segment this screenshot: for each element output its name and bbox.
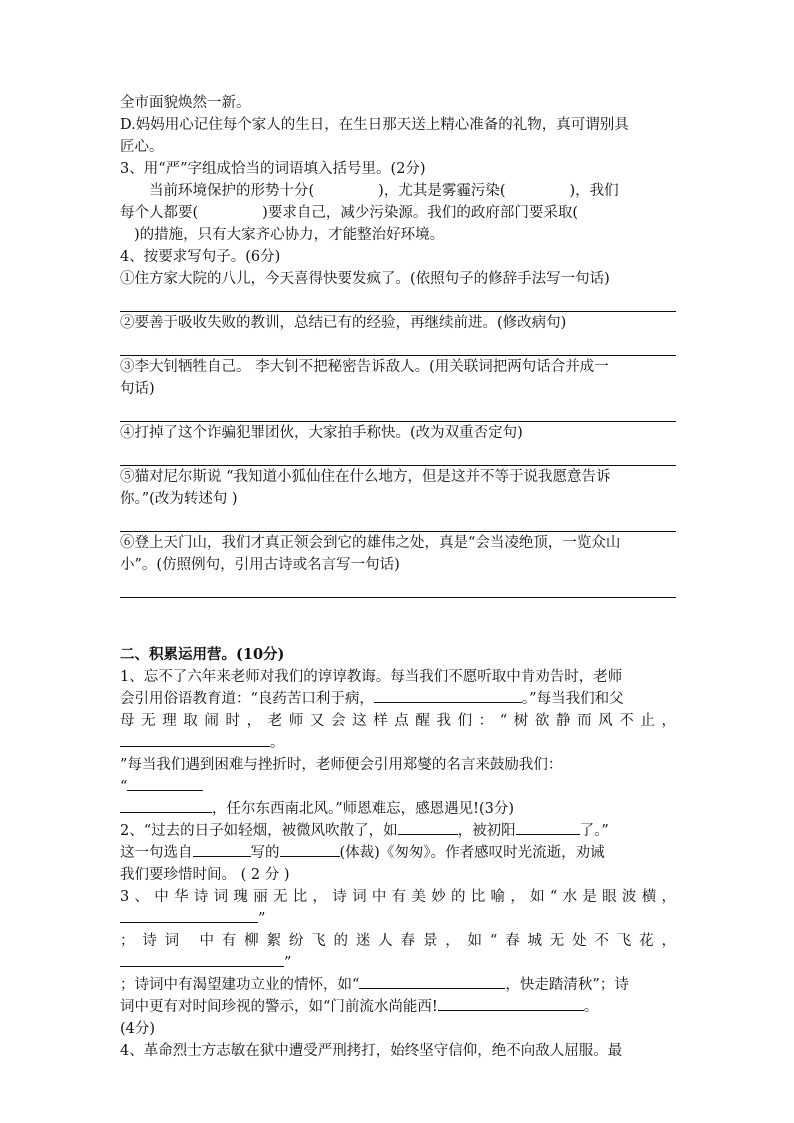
answer-line-1[interactable]: [120, 290, 676, 312]
text: 。: [583, 999, 599, 1015]
text: 。”每当我们和父: [521, 691, 624, 707]
item-3-line-f: [120, 996, 676, 1018]
blank[interactable]: [120, 732, 270, 747]
text: “: [120, 779, 128, 795]
sentence-1: ①住方家大院的八儿，今天喜得快要发疯了。(依照句子的修辞手法写一句话): [120, 271, 610, 287]
blank[interactable]: [193, 842, 251, 857]
option-d-cont: 匠心。: [120, 139, 164, 155]
question-3-line-a: [120, 180, 676, 202]
answer-line-6[interactable]: [120, 576, 676, 598]
question-3-title: 3、用“严”字组成恰当的词语填入括号里。(2分): [120, 161, 426, 177]
section-2-title: 二、积累运用营。(10分): [120, 646, 285, 663]
question-4-title: 4、按要求写句子。(6分): [120, 249, 281, 265]
item-3-line-g: (4分): [120, 1021, 156, 1037]
answer-line-3[interactable]: [120, 400, 676, 422]
blank[interactable]: [120, 952, 284, 967]
text: ，被初阳: [457, 823, 516, 839]
answer-line-5[interactable]: [120, 510, 676, 532]
item-1-line-d: [120, 732, 676, 754]
text: 会引用俗语教育道：“良药苦口利于病，: [120, 691, 374, 707]
text: ，任尔东西南北风。”师恩难忘，感恩遇见!(3分): [212, 801, 515, 817]
item-3-line-d: [120, 952, 676, 974]
question-3-line-b: [120, 202, 676, 224]
answer-line-2[interactable]: [120, 334, 676, 356]
sentence-2: ②要善于吸收失败的教训，总结已有的经验，再继续前进。(修改病句): [120, 315, 567, 331]
text: 这一句选自: [120, 845, 193, 861]
text: 词中更有对时间珍视的警示，如“门前流水尚能西!: [120, 999, 438, 1015]
text: 。: [270, 735, 285, 751]
text: 2、“过去的日子如轻烟，被微风吹散了，如: [120, 823, 398, 839]
sentence-4: ④打掉了这个诈骗犯罪团伙，大家拍手称快。(改为双重否定句): [120, 425, 523, 441]
question-3-line-c: [120, 224, 676, 246]
text: ”: [284, 955, 292, 971]
item-1-line-b: [120, 688, 676, 710]
blank[interactable]: [374, 688, 522, 703]
blank[interactable]: [516, 820, 580, 835]
text: ”: [258, 911, 266, 927]
text: )的措施，只有大家齐心协力，才能整治好环境。: [134, 227, 445, 243]
item-1-line-a: 1、忘不了六年来老师对我们的谆谆教诲。每当我们不愿听取中肯劝告时，老师: [120, 669, 623, 685]
section-gap: [120, 598, 676, 644]
text: 每个人都要(: [120, 205, 199, 221]
item-3-line-e: [120, 974, 676, 996]
blank[interactable]: [280, 842, 340, 857]
blank[interactable]: [120, 798, 212, 813]
sentence-3b: 句话): [120, 381, 155, 397]
exam-page: [120, 92, 676, 1062]
item-4-line-a: 4、革命烈士方志敏在狱中遭受严刑拷打，始终坚守信仰，绝不向敌人屈服。最: [120, 1043, 623, 1059]
line-1: 全市面貌焕然一新。: [120, 95, 251, 111]
blank[interactable]: [398, 820, 458, 835]
sentence-5a: ⑤猫对尼尔斯说 “我知道小狐仙住在什么地方，但是这并不等于说我愿意告诉: [120, 469, 611, 485]
sentence-5b: 你。”(改为转述句 ): [120, 491, 238, 507]
blank[interactable]: [127, 776, 203, 791]
item-3-line-b: [120, 908, 676, 930]
item-2-line-c: 我们要珍惜时间。 ( 2 分 ): [120, 867, 290, 883]
item-3-line-c: ；诗词 中有柳絮纷飞的迷人春景，如“春城无处不飞花，: [120, 933, 676, 949]
text: )，我们: [569, 183, 619, 199]
item-2-line-a: [120, 820, 676, 842]
text: 当前环境保护的形势十分(: [149, 183, 315, 199]
sentence-3a: ③李大钊牺牲自己。 李大钊不把秘密告诉敌人。(用关联词把两句话合并成一: [120, 359, 609, 375]
item-3-line-a: 3、中华诗词瑰丽无比，诗词中有美妙的比喻，如“水是眼波横，: [120, 889, 676, 905]
sentence-6b: 小”。(仿照例句，引用古诗或名言写一句话): [120, 557, 400, 573]
item-1-line-e: ”每当我们遇到困难与挫折时，老师便会引用郑燮的名言来鼓励我们：: [120, 757, 563, 773]
text: 写的: [250, 845, 280, 861]
answer-line-4[interactable]: [120, 444, 676, 466]
sentence-6a: ⑥登上天门山，我们才真正领会到它的雄伟之处，真是“会当凌绝顶，一览众山: [120, 535, 621, 551]
blank[interactable]: [438, 996, 584, 1011]
text: )，尤其是雾霾污染(: [378, 183, 506, 199]
text: )要求自己，减少污染源。我们的政府部门要采取(: [262, 205, 578, 221]
blank[interactable]: [359, 974, 505, 989]
blank[interactable]: [120, 908, 258, 923]
text: ，快走踏清秋”；诗: [505, 977, 629, 993]
item-1-line-f: [120, 776, 676, 798]
item-2-line-b: [120, 842, 676, 864]
item-1-line-c: 母无理取闹时，老师又会这样点醒我们：“树欲静而风不止，: [120, 713, 676, 729]
text: (体裁)《匆匆》。作者感叹时光流逝，劝诫: [339, 845, 605, 861]
text: ；诗词中有渴望建功立业的情怀，如“: [120, 977, 360, 993]
item-1-line-g: [120, 798, 676, 820]
text: 了。”: [579, 823, 609, 839]
option-d: D.妈妈用心记住每个家人的生日，在生日那天送上精心准备的礼物，真可谓别具: [120, 117, 629, 133]
